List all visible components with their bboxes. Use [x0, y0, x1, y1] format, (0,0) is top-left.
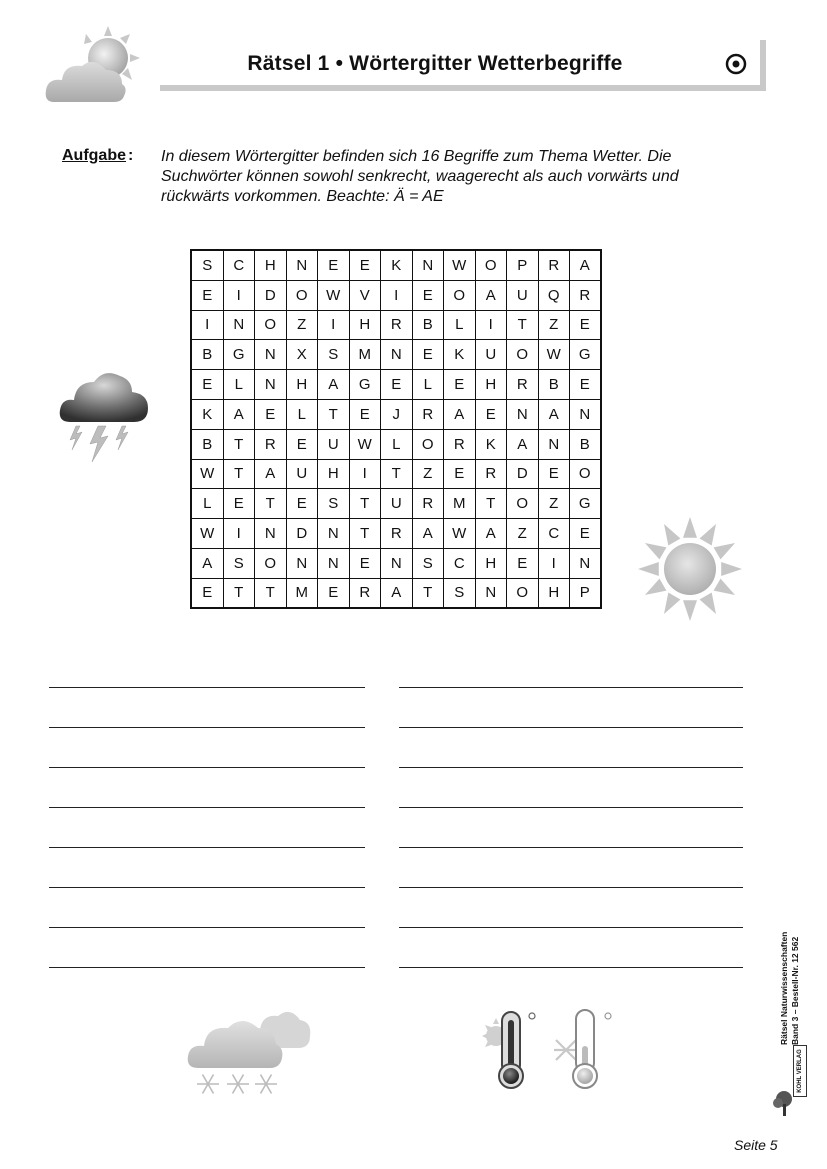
grid-cell: R	[539, 251, 571, 281]
grid-cell: B	[192, 430, 224, 460]
grid-cell: T	[255, 579, 287, 609]
grid-cell: O	[444, 281, 476, 311]
grid-cell: T	[224, 460, 256, 490]
grid-cell: K	[381, 251, 413, 281]
task-colon: :	[128, 147, 134, 164]
sun-cloud-icon	[44, 24, 144, 106]
grid-cell: I	[476, 311, 508, 341]
grid-cell: E	[350, 400, 382, 430]
grid-cell: E	[350, 549, 382, 579]
grid-cell: A	[318, 370, 350, 400]
grid-cell: Z	[287, 311, 319, 341]
sun-icon	[636, 515, 744, 623]
grid-cell: N	[507, 400, 539, 430]
grid-cell: T	[507, 311, 539, 341]
grid-cell: M	[444, 489, 476, 519]
answer-line[interactable]	[49, 887, 365, 888]
grid-cell: A	[444, 400, 476, 430]
grid-cell: N	[381, 549, 413, 579]
grid-cell: U	[381, 489, 413, 519]
grid-cell: C	[539, 519, 571, 549]
answer-line[interactable]	[49, 727, 365, 728]
answer-line[interactable]	[49, 807, 365, 808]
grid-cell: T	[224, 579, 256, 609]
thundercloud-icon	[58, 366, 152, 464]
grid-cell: R	[255, 430, 287, 460]
snow-cloud-icon	[186, 996, 316, 1102]
grid-cell: N	[255, 340, 287, 370]
grid-cell: A	[224, 400, 256, 430]
grid-cell: T	[224, 430, 256, 460]
grid-cell: N	[570, 400, 602, 430]
grid-cell: E	[570, 519, 602, 549]
grid-cell: T	[255, 489, 287, 519]
grid-cell: W	[192, 519, 224, 549]
grid-cell: S	[224, 549, 256, 579]
grid-cell: A	[476, 281, 508, 311]
grid-cell: L	[192, 489, 224, 519]
grid-cell: N	[287, 549, 319, 579]
grid-cell: L	[444, 311, 476, 341]
grid-cell: D	[287, 519, 319, 549]
target-icon	[725, 53, 747, 75]
grid-cell: W	[444, 251, 476, 281]
grid-cell: I	[192, 311, 224, 341]
grid-cell: E	[287, 430, 319, 460]
grid-cell: T	[413, 579, 445, 609]
grid-cell: U	[476, 340, 508, 370]
grid-cell: M	[350, 340, 382, 370]
grid-cell: A	[570, 251, 602, 281]
grid-cell: K	[476, 430, 508, 460]
grid-cell: A	[381, 579, 413, 609]
grid-cell: P	[570, 579, 602, 609]
grid-cell: B	[539, 370, 571, 400]
grid-cell: O	[413, 430, 445, 460]
grid-cell: E	[413, 281, 445, 311]
grid-cell: R	[381, 519, 413, 549]
grid-cell: N	[318, 549, 350, 579]
grid-cell: H	[350, 311, 382, 341]
grid-cell: E	[192, 281, 224, 311]
grid-cell: H	[255, 251, 287, 281]
answer-line[interactable]	[399, 927, 743, 928]
grid-cell: E	[539, 460, 571, 490]
grid-cell: O	[507, 489, 539, 519]
grid-cell: O	[476, 251, 508, 281]
grid-cell: E	[444, 370, 476, 400]
grid-cell: L	[381, 430, 413, 460]
grid-cell: T	[350, 519, 382, 549]
grid-cell: N	[476, 579, 508, 609]
grid-cell: E	[570, 311, 602, 341]
grid-cell: O	[255, 311, 287, 341]
grid-cell: T	[318, 400, 350, 430]
grid-cell: H	[539, 579, 571, 609]
grid-cell: N	[287, 251, 319, 281]
answer-line[interactable]	[49, 767, 365, 768]
grid-cell: G	[224, 340, 256, 370]
grid-cell: S	[318, 340, 350, 370]
answer-line[interactable]	[399, 807, 743, 808]
grid-cell: I	[224, 519, 256, 549]
grid-cell: I	[318, 311, 350, 341]
grid-cell: X	[287, 340, 319, 370]
grid-cell: N	[255, 519, 287, 549]
grid-cell: E	[413, 340, 445, 370]
grid-cell: M	[287, 579, 319, 609]
order-number: Band 3 – Bestell-Nr. 12 562	[790, 936, 800, 1045]
grid-cell: O	[507, 340, 539, 370]
grid-cell: E	[224, 489, 256, 519]
grid-cell: A	[507, 430, 539, 460]
grid-cell: L	[224, 370, 256, 400]
grid-cell: V	[350, 281, 382, 311]
grid-cell: G	[350, 370, 382, 400]
grid-cell: D	[507, 460, 539, 490]
grid-cell: N	[570, 549, 602, 579]
grid-cell: A	[539, 400, 571, 430]
publisher-info	[779, 905, 809, 1045]
answer-line[interactable]	[399, 847, 743, 848]
grid-cell: H	[318, 460, 350, 490]
grid-cell: E	[507, 549, 539, 579]
grid-cell: Z	[413, 460, 445, 490]
grid-cell: W	[192, 460, 224, 490]
grid-cell: E	[381, 370, 413, 400]
grid-cell: O	[255, 549, 287, 579]
answer-line[interactable]	[399, 887, 743, 888]
answer-line[interactable]	[399, 727, 743, 728]
grid-cell: E	[318, 579, 350, 609]
grid-cell: T	[476, 489, 508, 519]
page-title: Rätsel 1 • Wörtergitter Wetterbegriffe	[247, 52, 623, 75]
grid-cell: Q	[539, 281, 571, 311]
grid-cell: B	[570, 430, 602, 460]
grid-cell: S	[192, 251, 224, 281]
grid-cell: W	[318, 281, 350, 311]
grid-cell: H	[476, 370, 508, 400]
task-label: Aufgabe	[62, 147, 126, 164]
grid-cell: J	[381, 400, 413, 430]
grid-cell: L	[287, 400, 319, 430]
grid-cell: E	[318, 251, 350, 281]
grid-cell: E	[444, 460, 476, 490]
grid-cell: I	[224, 281, 256, 311]
grid-cell: R	[444, 430, 476, 460]
grid-cell: G	[570, 489, 602, 519]
grid-cell: S	[318, 489, 350, 519]
grid-cell: E	[192, 579, 224, 609]
grid-cell: G	[570, 340, 602, 370]
grid-cell: B	[413, 311, 445, 341]
grid-cell: R	[350, 579, 382, 609]
grid-cell: Z	[539, 311, 571, 341]
grid-cell: E	[192, 370, 224, 400]
grid-cell: A	[476, 519, 508, 549]
grid-cell: H	[287, 370, 319, 400]
grid-cell: E	[476, 400, 508, 430]
grid-cell: O	[507, 579, 539, 609]
grid-cell: D	[255, 281, 287, 311]
grid-cell: A	[192, 549, 224, 579]
answer-line[interactable]	[399, 967, 743, 968]
grid-cell: E	[570, 370, 602, 400]
grid-cell: I	[381, 281, 413, 311]
grid-cell: R	[413, 489, 445, 519]
grid-cell: S	[444, 579, 476, 609]
grid-cell: K	[192, 400, 224, 430]
grid-cell: H	[476, 549, 508, 579]
grid-cell: T	[350, 489, 382, 519]
grid-cell: N	[413, 251, 445, 281]
grid-cell: K	[444, 340, 476, 370]
publisher-logo: KOHL VERLAG	[793, 1045, 807, 1097]
grid-cell: C	[224, 251, 256, 281]
thermometers-icon	[476, 1006, 618, 1092]
answer-line[interactable]	[399, 767, 743, 768]
grid-cell: N	[318, 519, 350, 549]
grid-cell: N	[255, 370, 287, 400]
grid-cell: R	[381, 311, 413, 341]
grid-cell: U	[507, 281, 539, 311]
answer-line[interactable]	[49, 967, 365, 968]
grid-cell: R	[507, 370, 539, 400]
word-grid	[190, 249, 602, 609]
answer-line[interactable]	[49, 687, 365, 688]
grid-cell: Z	[507, 519, 539, 549]
grid-cell: R	[476, 460, 508, 490]
grid-cell: O	[570, 460, 602, 490]
grid-cell: C	[444, 549, 476, 579]
answer-line[interactable]	[399, 687, 743, 688]
grid-cell: R	[570, 281, 602, 311]
grid-cell: O	[287, 281, 319, 311]
grid-cell: N	[224, 311, 256, 341]
grid-cell: A	[255, 460, 287, 490]
grid-cell: P	[507, 251, 539, 281]
tree-logo-icon	[772, 1090, 796, 1118]
grid-cell: Z	[539, 489, 571, 519]
grid-cell: W	[444, 519, 476, 549]
page-number: Seite 5	[734, 1137, 778, 1153]
series-title: Rätsel Naturwissenschaften	[779, 931, 789, 1045]
grid-cell: I	[350, 460, 382, 490]
answer-line[interactable]	[49, 927, 365, 928]
grid-cell: I	[539, 549, 571, 579]
grid-cell: R	[413, 400, 445, 430]
grid-cell: E	[287, 489, 319, 519]
grid-cell: L	[413, 370, 445, 400]
grid-cell: S	[413, 549, 445, 579]
grid-cell: N	[381, 340, 413, 370]
answer-line[interactable]	[49, 847, 365, 848]
grid-cell: U	[287, 460, 319, 490]
grid-cell: T	[381, 460, 413, 490]
grid-cell: A	[413, 519, 445, 549]
grid-cell: E	[255, 400, 287, 430]
grid-cell: B	[192, 340, 224, 370]
grid-cell: U	[318, 430, 350, 460]
grid-cell: W	[350, 430, 382, 460]
task-text: In diesem Wörtergitter befinden sich 16 Begriffe zum Thema Wetter. Die Suchwörter können sowohl senkrecht, waagerecht als auch vorwärts und rückwärts vorkommen. Beachte: Ä = AE	[161, 148, 679, 205]
grid-cell: N	[539, 430, 571, 460]
grid-cell: E	[350, 251, 382, 281]
grid-cell: W	[539, 340, 571, 370]
